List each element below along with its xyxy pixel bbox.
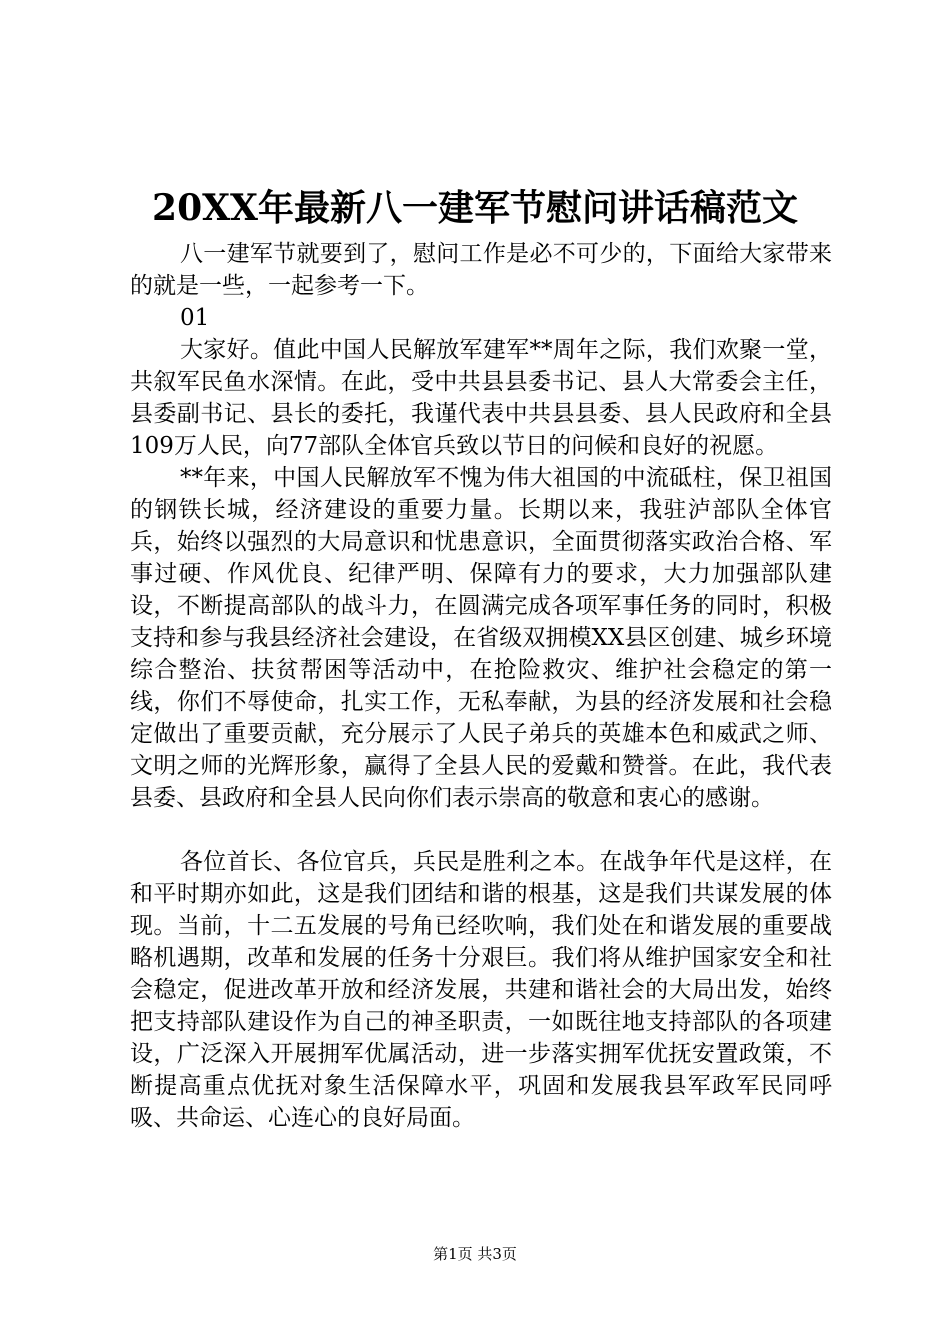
section-number: 01 [180, 305, 210, 331]
body-paragraph: 各位首长、各位官兵，兵民是胜利之本。在战争年代是这样，在和平时期亦如此，这是我们团结和谐的根基，这是我们共谋发展的体现。当前，十二五发展的号角已经吹响，我们处在和谐发展的重要战略机遇期，改革和发展的任务十分艰巨。我们将从维护国家安全和社会稳定，促进改革开放和经济发展，共建和谐社会的大局出发，始终把支持部队建设作为自己的神圣职责，一如既往地支持部队的各项建设，广泛深入开展拥军优属活动，进一步落实拥军优抚安置政策，不断提高重点优抚对象生活保障水平，巩固和发展我县军政军民同呼吸、共命运、心连心的良好局面。 [130, 849, 832, 1131]
body-paragraph: **年来，中国人民解放军不愧为伟大祖国的中流砥柱，保卫祖国的钢铁长城，经济建设的重要力量。长期以来，我驻泸部队全体官兵，始终以强烈的大局意识和忧患意识，全面贯彻落实政治合格、军事过硬、作风优良、纪律严明、保障有力的要求，大力加强部队建设，不断提高部队的战斗力，在圆满完成各项军事任务的同时，积极支持和参与我县经济社会建设，在省级双拥模XX县区创建、城乡环境综合整治、扶贫帮困等活动中，在抢险救灾、维护社会稳定的第一线，你们不辱使命，扎实工作，无私奉献，为县的经济发展和社会稳定做出了重要贡献，充分展示了人民子弟兵的英雄本色和威武之师、文明之师的光辉形象，赢得了全县人民的爱戴和赞誉。在此，我代表县委、县政府和全县人民向你们表示崇高的敬意和衷心的感谢。 [130, 465, 832, 811]
intro-paragraph: 八一建军节就要到了，慰问工作是必不可少的，下面给大家带来的就是一些，一起参考一下。 [130, 241, 832, 299]
body-paragraph: 大家好。值此中国人民解放军建军**周年之际，我们欢聚一堂，共叙军民鱼水深情。在此，受中共县县委书记、县人大常委会主任，县委副书记、县长的委托，我谨代表中共县县委、县人民政府和全县109万人民，向77部队全体官兵致以节日的问候和良好的祝愿。 [130, 337, 832, 459]
page-footer: 第1页 共3页 [433, 1245, 517, 1263]
document-body [130, 238, 832, 1134]
document-title: 20XX年最新八一建军节慰问讲话稿范文 [152, 187, 798, 229]
